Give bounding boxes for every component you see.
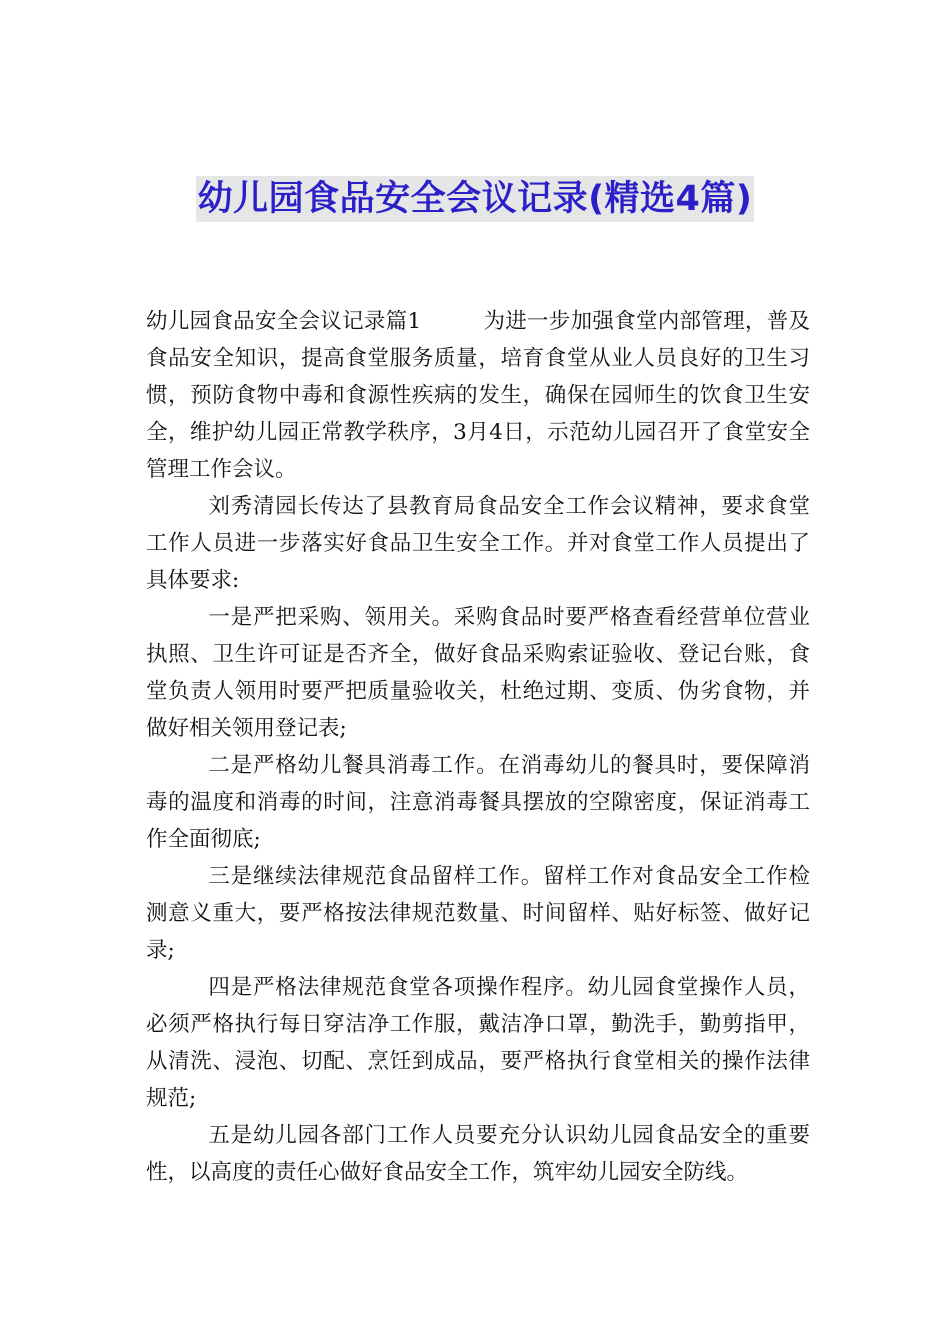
- paragraph-text: 为进一步加强食堂内部管理，普及食品安全知识，提高食堂服务质量，培育食堂从业人员良好的卫生习惯，预防食物中毒和食源性疾病的发生，确保在园师生的饮食卫生安全，维护幼儿园正常教学秩序，3月4日，示范幼儿园召开了食堂安全管理工作会议。: [146, 309, 810, 482]
- title-container: [0, 176, 950, 222]
- section-heading: 幼儿园食品安全会议记录篇1: [146, 309, 422, 334]
- paragraph-directive: 刘秀清园长传达了县教育局食品安全工作会议精神，要求食堂工作人员进一步落实好食品卫生安全工作。并对食堂工作人员提出了具体要求:: [146, 494, 810, 593]
- paragraph-requirement-3: 三是继续法律规范食品留样工作。留样工作对食品安全工作检测意义重大，要严格按法律规范数量、时间留样、贴好标签、做好记录;: [146, 864, 810, 963]
- document-body: [146, 303, 810, 1191]
- paragraph-requirement-2: 二是严格幼儿餐具消毒工作。在消毒幼儿的餐具时，要保障消毒的温度和消毒的时间，注意消毒餐具摆放的空隙密度，保证消毒工作全面彻底;: [146, 753, 810, 852]
- paragraph-requirement-1: 一是严把采购、领用关。采购食品时要严格查看经营单位营业执照、卫生许可证是否齐全，做好食品采购索证验收、登记台账，食堂负责人领用时要严把质量验收关，杜绝过期、变质、伪劣食物，并做好相关领用登记表;: [146, 605, 810, 741]
- document-title: 幼儿园食品安全会议记录(精选4篇): [196, 176, 755, 222]
- paragraph-intro: [146, 303, 810, 488]
- paragraph-requirement-5: 五是幼儿园各部门工作人员要充分认识幼儿园食品安全的重要性，以高度的责任心做好食品安全工作，筑牢幼儿园安全防线。: [146, 1123, 810, 1185]
- paragraph-requirement-4: 四是严格法律规范食堂各项操作程序。幼儿园食堂操作人员，必须严格执行每日穿洁净工作服，戴洁净口罩，勤洗手，勤剪指甲，从清洗、浸泡、切配、烹饪到成品，要严格执行食堂相关的操作法律规范;: [146, 975, 810, 1111]
